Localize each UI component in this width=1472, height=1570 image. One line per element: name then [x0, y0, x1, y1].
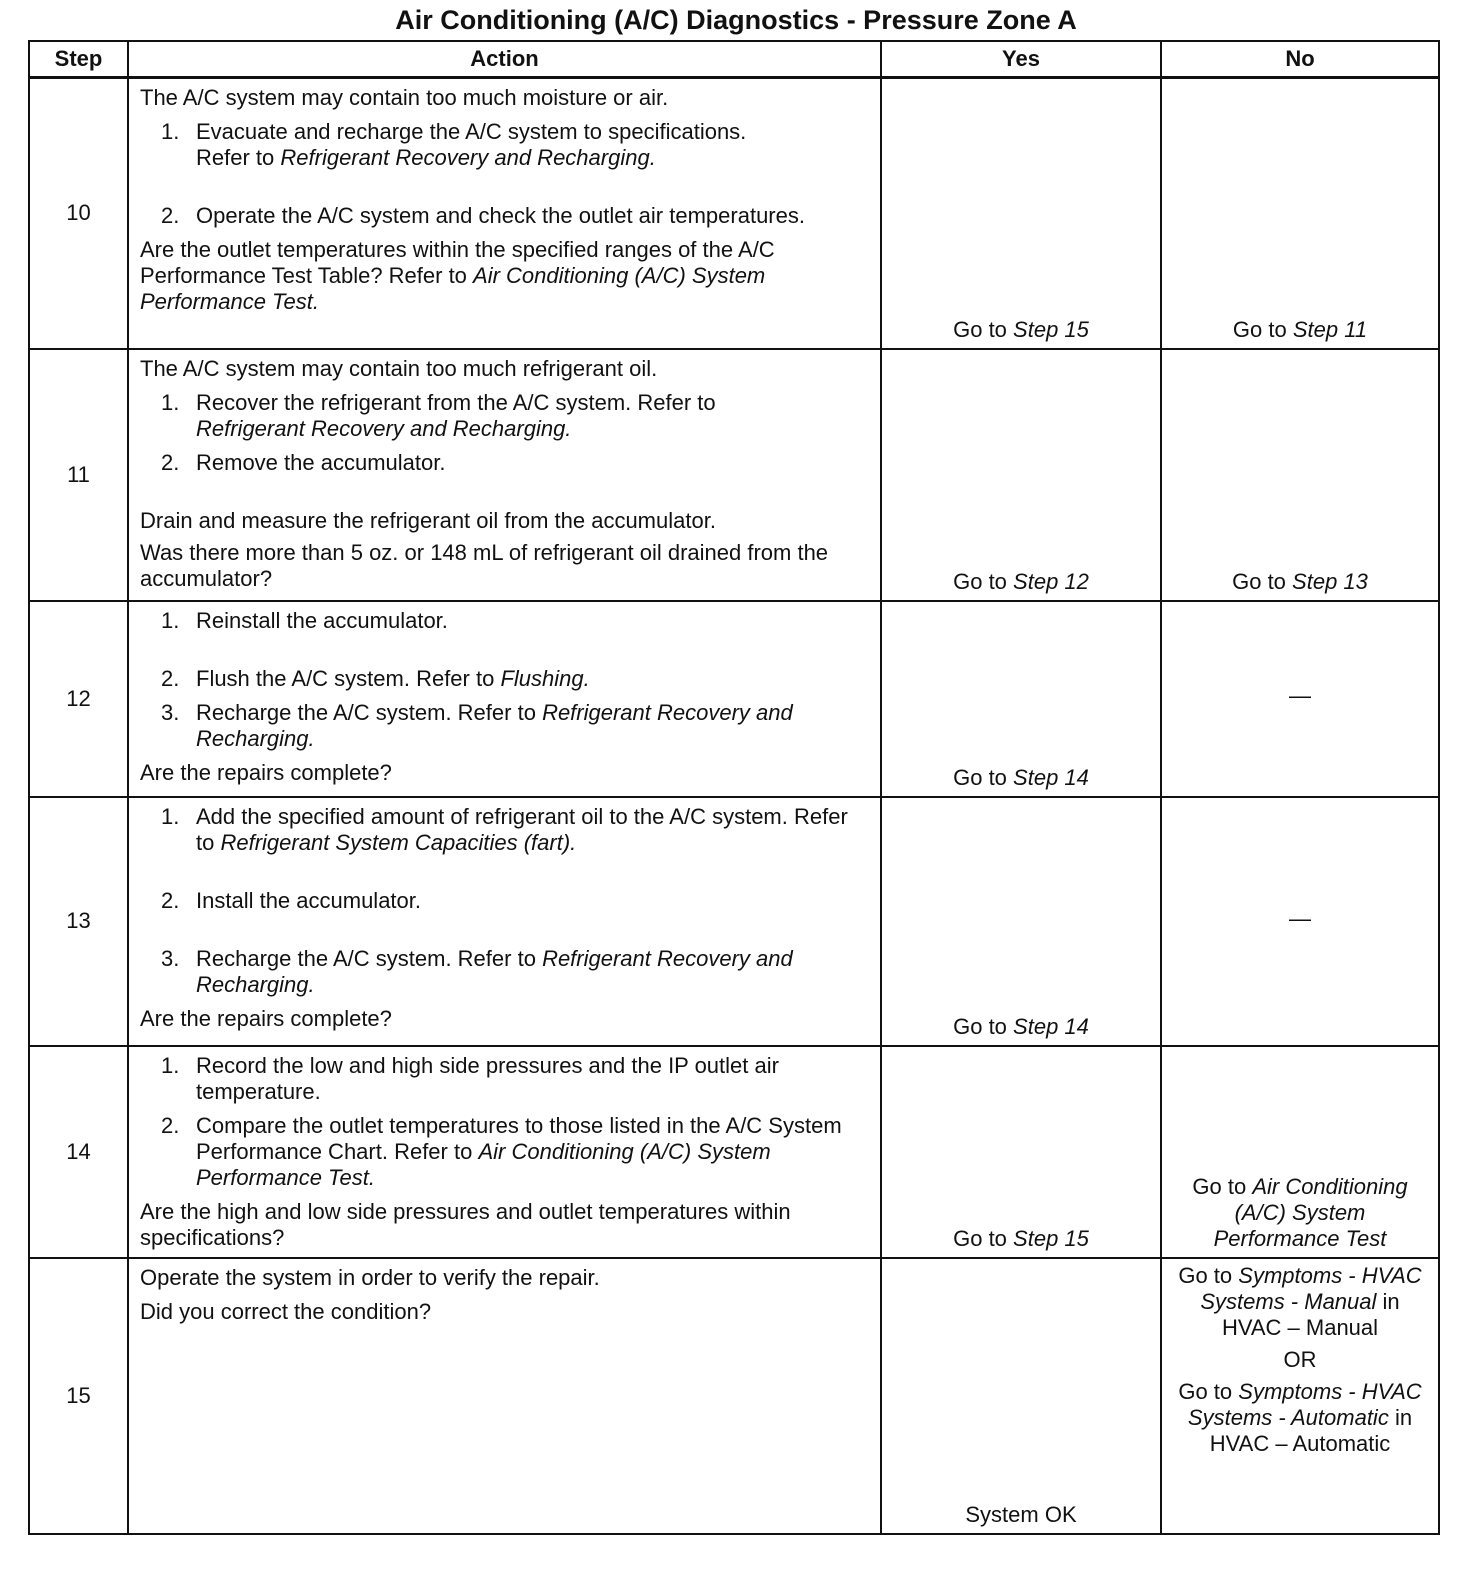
list-item: [140, 666, 870, 692]
item-text: Remove the accumulator.: [196, 449, 446, 475]
question-text: Are the repairs complete?: [140, 759, 392, 785]
no-reference-link[interactable]: Air Conditioning (A/C) System Performance Test: [1213, 1173, 1408, 1251]
reference-link[interactable]: Air Conditioning (A/C) System Performance Test.: [140, 263, 766, 314]
item-text: Flush the A/C system. Refer to: [196, 665, 495, 691]
table-row: [29, 601, 1439, 797]
table-row: [29, 1258, 1439, 1534]
item-number: 2.: [161, 665, 180, 691]
yes-step-link[interactable]: Step 15: [1013, 316, 1089, 342]
reference-link[interactable]: Refrigerant System Capacities (fart).: [220, 829, 577, 855]
no-cell: —: [1161, 797, 1439, 1046]
list-item: [140, 390, 870, 442]
go-to-text: Go to: [953, 1225, 1007, 1251]
yes-step-link[interactable]: Step 12: [1013, 568, 1089, 594]
action-cell: [128, 601, 881, 797]
action-intro: Operate the system in order to verify the repair.: [140, 1264, 600, 1290]
reference-link[interactable]: Air Conditioning (A/C) System Performance Test.: [196, 1138, 771, 1190]
item-number: 3.: [161, 699, 180, 725]
list-item: [140, 888, 870, 914]
yes-cell: [881, 601, 1161, 797]
reference-link[interactable]: Refrigerant Recovery and Recharging.: [196, 415, 572, 441]
question-text: Was there more than 5 oz. or 148 mL of refrigerant oil drained from the accumulator?: [140, 539, 829, 591]
action-cell: [128, 1258, 881, 1534]
no-step-link[interactable]: Step 13: [1292, 568, 1368, 594]
table-row: [29, 78, 1439, 349]
go-to-text: Go to: [953, 568, 1007, 594]
step-number: 13: [29, 797, 128, 1046]
item-text: Operate the A/C system and check the outlet air temperatures.: [196, 203, 805, 228]
yes-cell: [881, 349, 1161, 601]
step-number: 12: [29, 601, 128, 797]
go-to-text: Go to: [1232, 568, 1286, 594]
go-to-text: Go to: [1178, 1378, 1233, 1404]
go-to-text: Go to: [953, 316, 1007, 342]
step-number: 15: [29, 1258, 128, 1534]
step-number: 14: [29, 1046, 128, 1258]
list-item: [140, 1113, 870, 1191]
list-item: [140, 1053, 870, 1105]
go-to-text: Go to: [1178, 1262, 1233, 1288]
no-cell: —: [1161, 601, 1439, 797]
question-body: Are the outlet temperatures within the specified ranges of the A/C Performance Test Table? Refer to: [140, 237, 775, 288]
yes-cell: [881, 78, 1161, 349]
reference-link[interactable]: Refrigerant Recovery and Recharging.: [196, 945, 793, 997]
item-text: Recover the refrigerant from the A/C system. Refer to: [196, 389, 716, 415]
table-row: [29, 797, 1439, 1046]
go-to-text: Go to: [1192, 1173, 1247, 1199]
list-item: [140, 700, 870, 752]
item-number: 1.: [161, 607, 180, 633]
item-number: 1.: [161, 119, 180, 144]
item-text: Reinstall the accumulator.: [196, 607, 448, 633]
action-cell: [128, 797, 881, 1046]
header-row: [29, 41, 1439, 78]
no-step-link[interactable]: Step 11: [1292, 316, 1368, 342]
item-number: 3.: [161, 945, 180, 971]
item-text: Evacuate and recharge the A/C system to specifications.: [196, 119, 747, 144]
no-cell: [1161, 1258, 1439, 1534]
item-number: 1.: [161, 389, 180, 415]
item-number: 1.: [161, 1052, 180, 1078]
no-location-text: in HVAC – Manual: [1221, 1288, 1400, 1340]
list-item: [140, 804, 870, 856]
action-cell: [128, 78, 881, 349]
item-text: Record the low and high side pressures and the IP outlet air temperature.: [196, 1052, 779, 1104]
item-number: 2.: [161, 449, 180, 475]
header-step: Step: [29, 41, 128, 78]
yes-cell: [881, 797, 1161, 1046]
no-reference-link[interactable]: Symptoms - HVAC Systems - Manual: [1200, 1262, 1422, 1314]
go-to-text: Go to: [1232, 316, 1287, 342]
action-intro: The A/C system may contain too much moisture or air.: [140, 85, 669, 110]
list-item: [140, 119, 870, 171]
item-text: Recharge the A/C system. Refer to: [196, 699, 536, 725]
list-item: [140, 203, 870, 229]
item-number: 2.: [161, 887, 180, 913]
item-text: Compare the outlet temperatures to those listed in the A/C System Performance Chart. Refer to: [196, 1112, 842, 1164]
item-text: Add the specified amount of refrigerant oil to the A/C system. Refer to: [196, 803, 848, 855]
question-text: Are the high and low side pressures and outlet temperatures within specifications?: [140, 1198, 791, 1250]
action-cell: [128, 349, 881, 601]
no-option-manual: [1176, 1263, 1424, 1341]
yes-step-link[interactable]: Step 15: [1013, 1225, 1089, 1251]
question-text: Did you correct the condition?: [140, 1298, 432, 1324]
header-yes: Yes: [881, 41, 1161, 78]
list-item: [140, 450, 870, 476]
diagnostic-table: [28, 40, 1440, 1535]
go-to-text: Go to: [953, 1013, 1007, 1039]
header-action: Action: [128, 41, 881, 78]
step-number: 11: [29, 349, 128, 601]
no-location-text: in HVAC – Automatic: [1209, 1404, 1413, 1456]
yes-step-link[interactable]: Step 14: [1013, 764, 1089, 790]
item-text: Install the accumulator.: [196, 887, 422, 913]
yes-cell: System OK: [881, 1258, 1161, 1534]
item-number: 1.: [161, 803, 180, 829]
yes-cell: [881, 1046, 1161, 1258]
page-title: Air Conditioning (A/C) Diagnostics - Pressure Zone A: [395, 5, 1077, 35]
go-to-text: Go to: [953, 764, 1007, 790]
reference-link[interactable]: Refrigerant Recovery and Recharging.: [280, 145, 656, 170]
action-intro: The A/C system may contain too much refrigerant oil.: [140, 355, 658, 381]
question-text: [140, 237, 870, 315]
action-cell: [128, 1046, 881, 1258]
drain-text: Drain and measure the refrigerant oil from the accumulator.: [140, 507, 716, 533]
table-row: [29, 349, 1439, 601]
no-reference-link[interactable]: Symptoms - HVAC Systems - Automatic: [1187, 1378, 1422, 1430]
list-item: [140, 608, 870, 634]
yes-step-link[interactable]: Step 14: [1013, 1013, 1089, 1039]
reference-link[interactable]: Flushing.: [500, 665, 590, 691]
table-row: [29, 1046, 1439, 1258]
item-text: Recharge the A/C system. Refer to: [196, 945, 536, 971]
list-item: [140, 946, 870, 998]
no-cell: [1161, 349, 1439, 601]
item-number: 2.: [161, 203, 180, 228]
no-cell: [1161, 1046, 1439, 1258]
reference-link[interactable]: Refrigerant Recovery and Recharging.: [196, 699, 793, 751]
step-number: 10: [29, 78, 128, 349]
no-cell: [1161, 78, 1439, 349]
no-option-automatic: [1176, 1379, 1424, 1457]
question-text: Are the repairs complete?: [140, 1005, 392, 1031]
item-number: 2.: [161, 1112, 180, 1138]
header-no: No: [1161, 41, 1439, 78]
refer-to-text: Refer to: [196, 145, 275, 170]
or-separator: OR: [1283, 1346, 1317, 1372]
